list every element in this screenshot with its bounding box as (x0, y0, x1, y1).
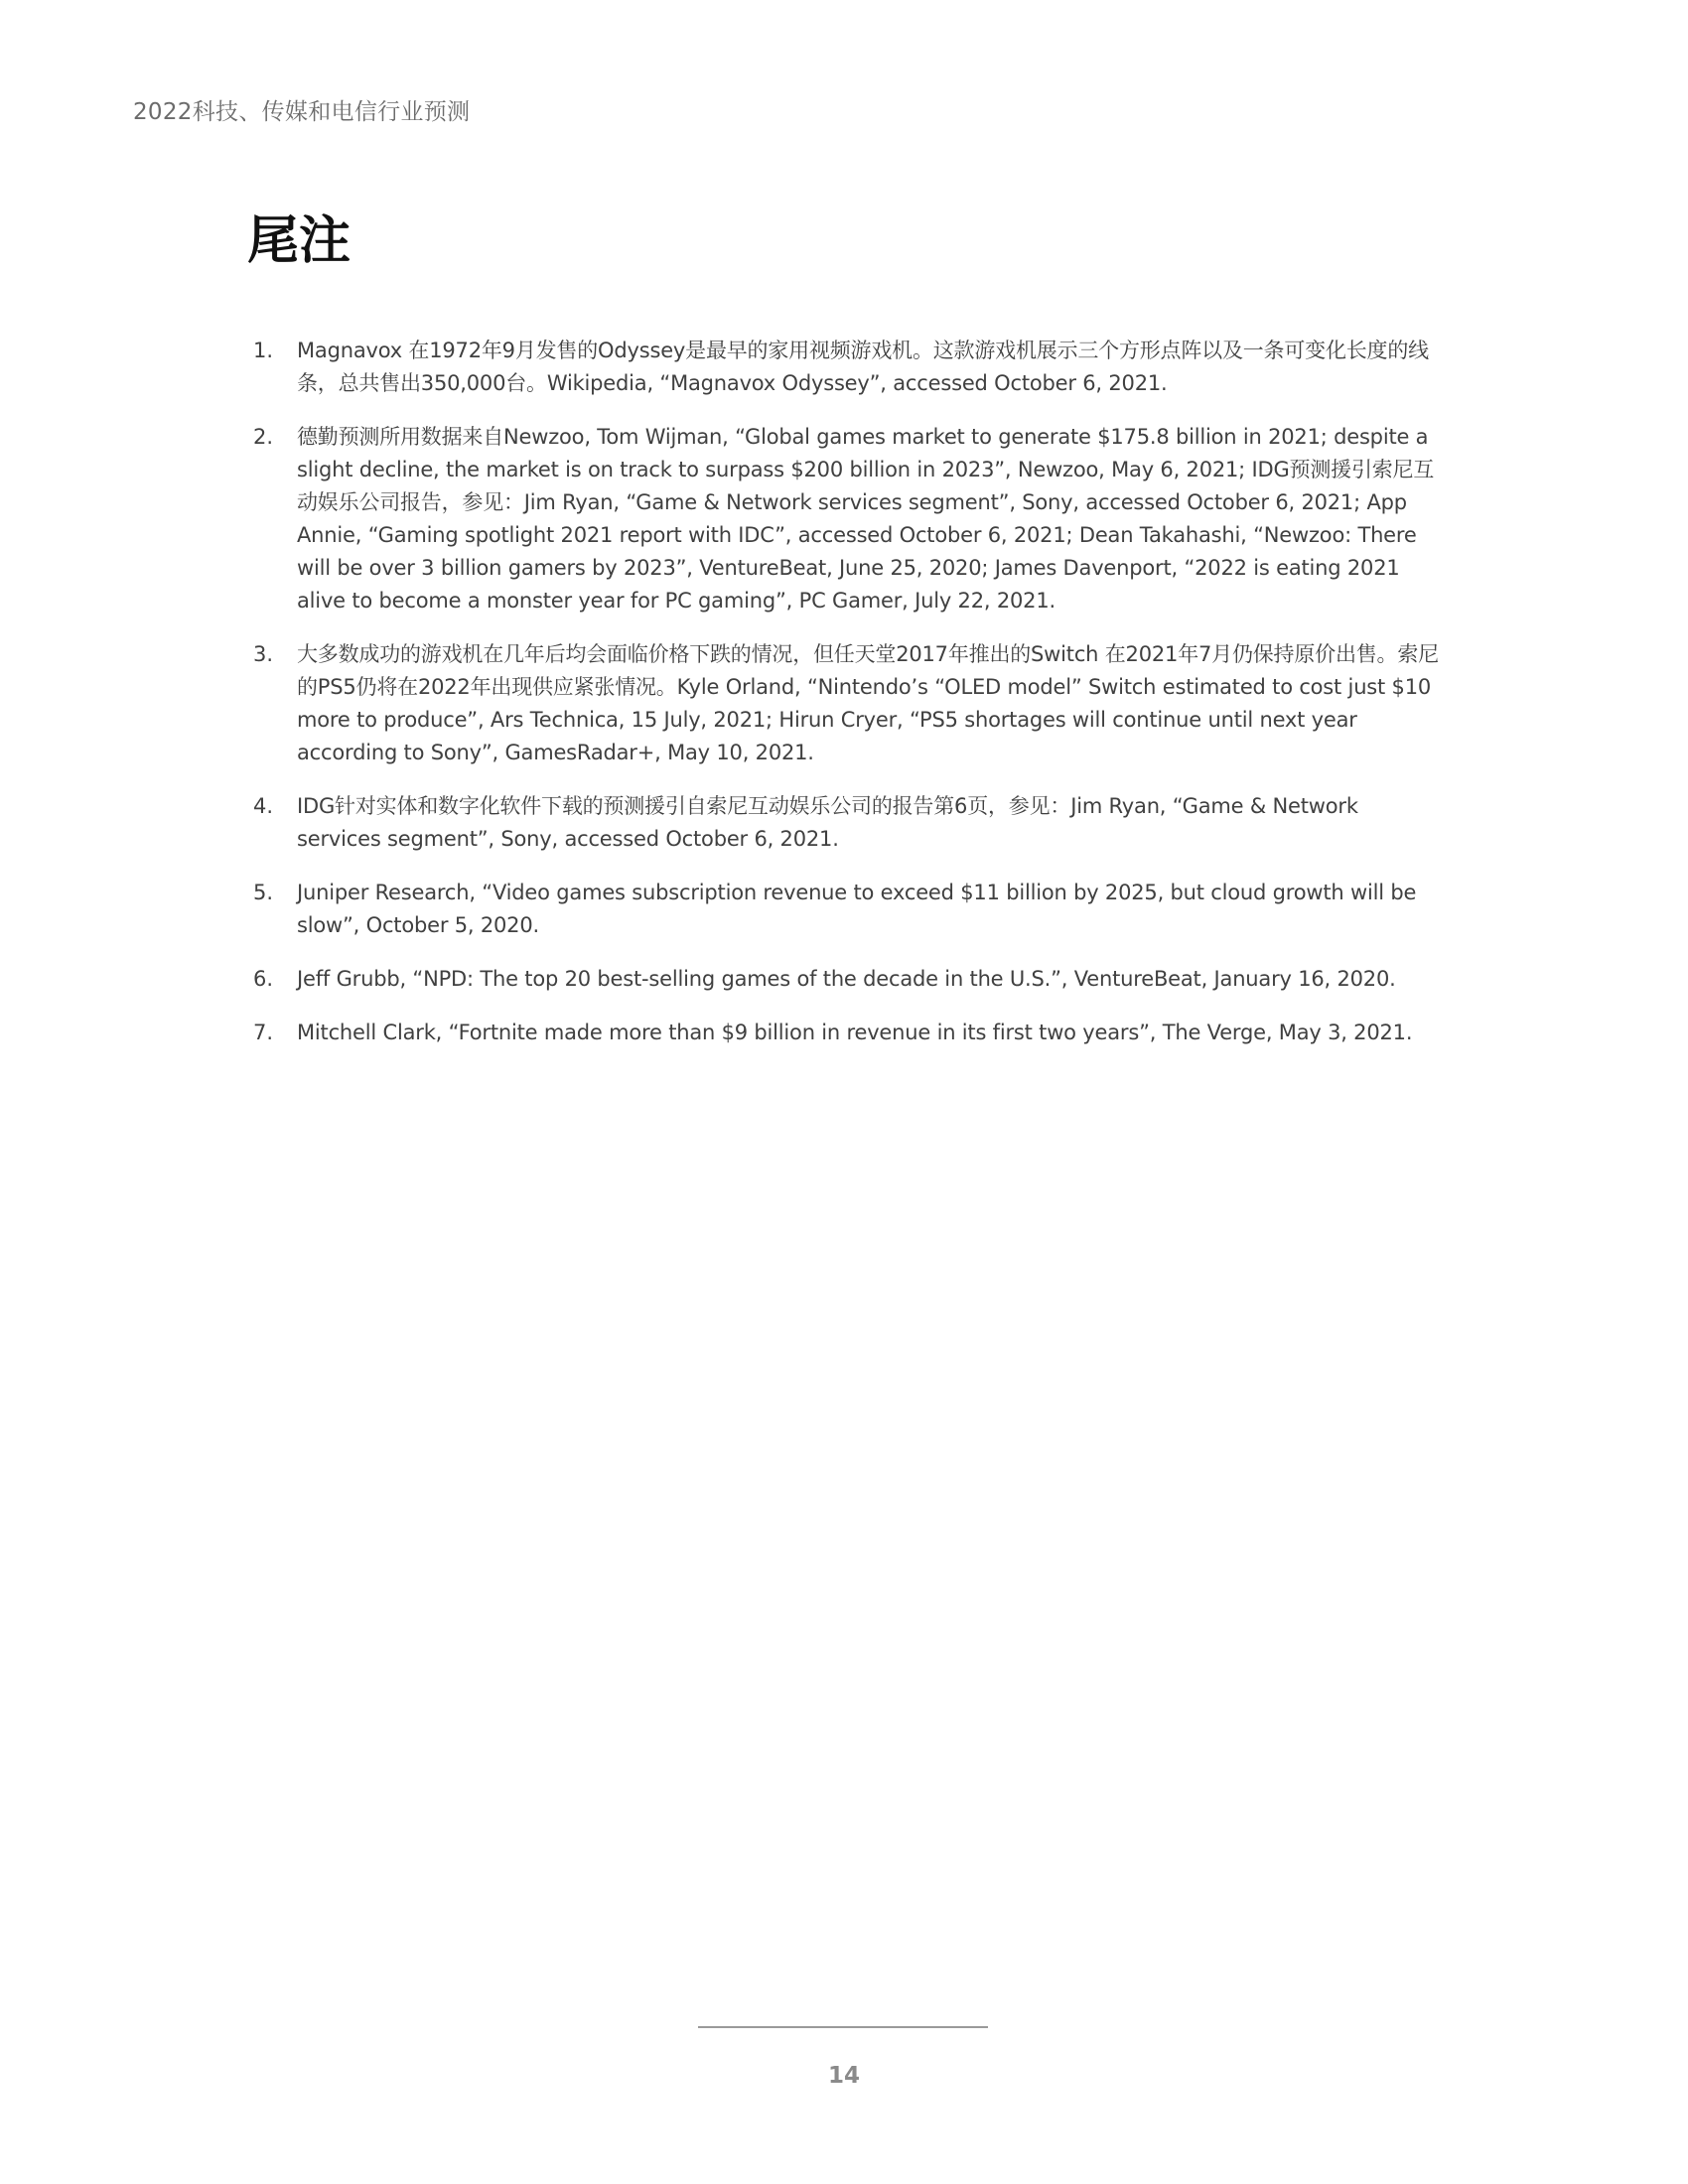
endnote-number: 3. (253, 642, 274, 666)
endnote-item (253, 790, 1445, 856)
endnote-item (253, 877, 1445, 942)
endnote-number: 1. (253, 339, 274, 362)
endnote-text: Magnavox 在1972年9月发售的Odyssey是最早的家用视频游戏机。这款游戏机展示三个方形点阵以及一条可变化长度的线条，总共售出350,000台。Wikipedia, “Magnavox Odyssey”, accessed October 6, 2021. (297, 339, 1429, 395)
page-number: 14 (827, 2063, 860, 2089)
endnote-text: 大多数成功的游戏机在几年后均会面临价格下跌的情况，但任天堂2017年推出的Switch 在2021年7月仍保持原价出售。索尼的PS5仍将在2022年出现供应紧张情况。Kyle Orland, “Nintendo’s “OLED model” Switch estimated to cost just $10 more to produce”, Ars Technica, 15 July, 2021; Hirun Cryer, “PS5 shortages will continue until next year according to Sony”, GamesRadar+, May 10, 2021. (297, 642, 1439, 764)
endnote-item (253, 335, 1445, 400)
endnote-item (253, 421, 1445, 617)
endnote-text: Mitchell Clark, “Fortnite made more than $9 billion in revenue in its first two years”, The Verge, May 3, 2021. (297, 1021, 1413, 1044)
endnote-text: Juniper Research, “Video games subscription revenue to exceed $11 billion by 2025, but cloud growth will be slow”, October 5, 2020. (297, 881, 1417, 937)
endnote-number: 6. (253, 967, 274, 991)
endnote-item (253, 638, 1445, 769)
endnotes-list (253, 335, 1445, 1070)
footer-divider (698, 2026, 988, 2028)
endnote-number: 5. (253, 881, 274, 904)
endnote-text: 德勤预测所用数据来自Newzoo, Tom Wijman, “Global games market to generate $175.8 billion in 2021; despite a slight decline, the market is on track to surpass $200 billion in 2023”, Newzoo, May 6, 2021; IDG预测援引索尼互动娱乐公司报告，参见：Jim Ryan, “Game & Network services segment”, Sony, accessed October 6, 2021; App Annie, “Gaming spotlight 2021 report with IDC”, accessed October 6, 2021; Dean Takahashi, “Newzoo: There will be over 3 billion gamers by 2023”, VentureBeat, June 25, 2020; James Davenport, “2022 is eating 2021 alive to become a monster year for PC gaming”, PC Gamer, July 22, 2021. (297, 425, 1435, 613)
endnote-number: 4. (253, 794, 274, 818)
endnote-text: Jeff Grubb, “NPD: The top 20 best-selling games of the decade in the U.S.”, VentureBeat, January 16, 2020. (297, 967, 1396, 991)
endnote-number: 2. (253, 425, 274, 449)
endnote-text: IDG针对实体和数字化软件下载的预测援引自索尼互动娱乐公司的报告第6页，参见：Jim Ryan, “Game & Network services segment”, Sony, accessed October 6, 2021. (297, 794, 1358, 851)
page-title: 尾注 (247, 211, 352, 271)
endnote-item (253, 1017, 1445, 1049)
endnote-item (253, 963, 1445, 996)
endnote-number: 7. (253, 1021, 274, 1044)
running-header: 2022科技、传媒和电信行业预测 (133, 99, 471, 125)
